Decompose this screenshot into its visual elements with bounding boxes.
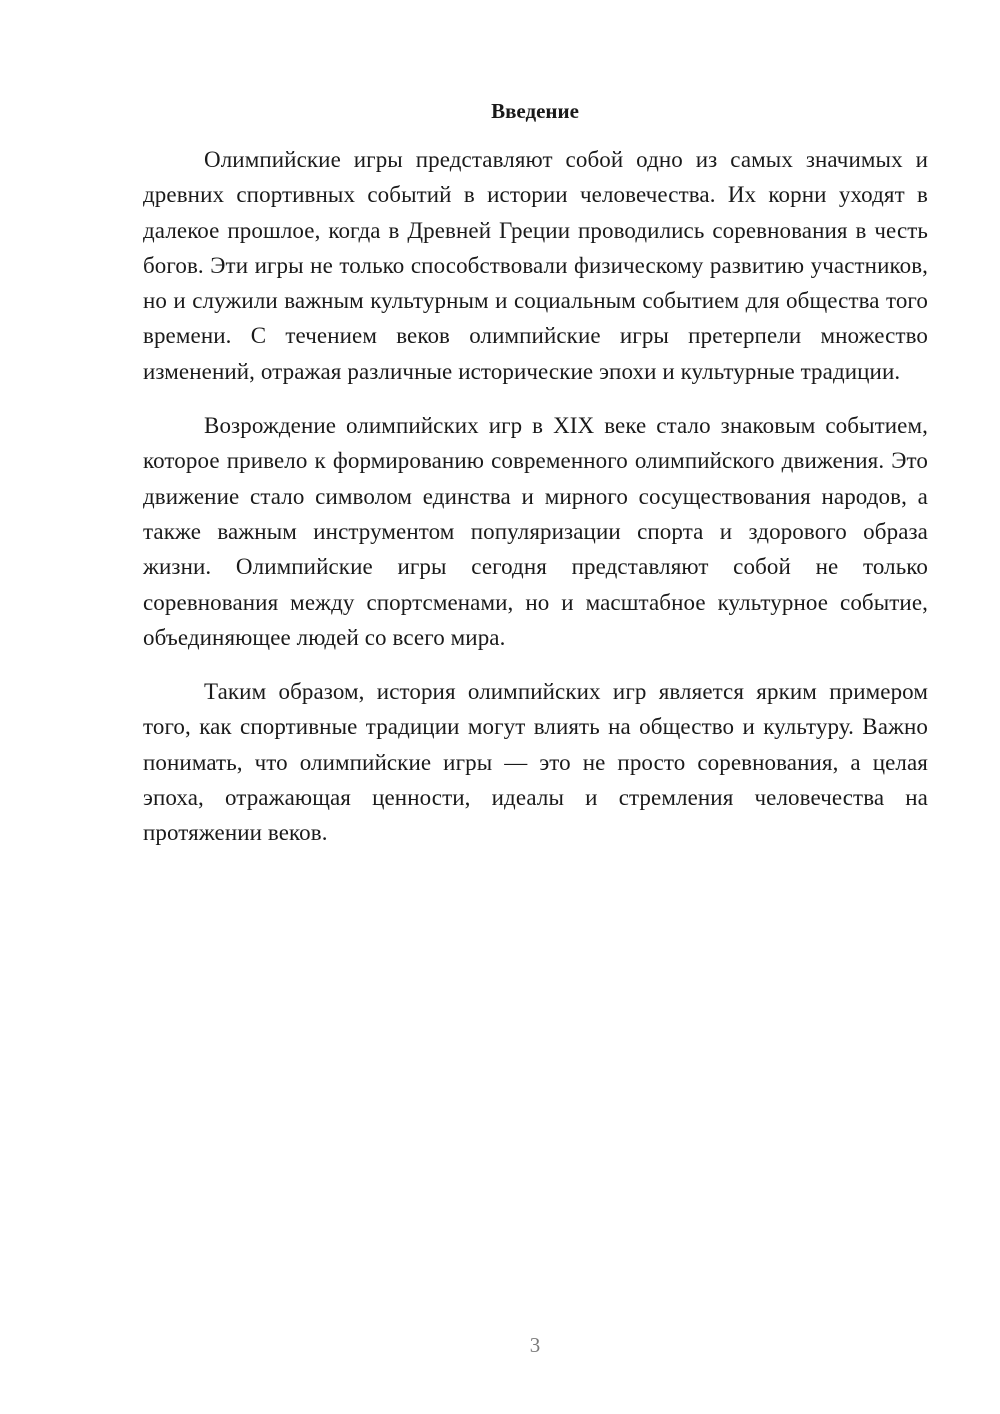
section-heading: Введение <box>491 99 579 123</box>
page-number: 3 <box>529 1333 541 1357</box>
paragraph-2: Возрождение олимпийских игр в XIX веке стало знаковым событием, которое привело к формированию современного олимпийского движения. Это движение стало символом единства и мирного сосуществования народов, а также важным инструментом популяризации спорта и здорового образа жизни. Олимпийские игры сегодня представляют собой не только соревнования между спортсменами, но и масштабное культурное событие, объединяющее людей со всего мира. <box>143 413 928 650</box>
paragraph-3: Таким образом, история олимпийских игр является ярким примером того, как спортивные традиции могут влиять на общество и культуру. Важно понимать, что олимпийские игры — это не просто соревнования, а целая эпоха, отражающая ценности, идеалы и стремления человечества на протяжении веков. <box>143 679 928 846</box>
body-text <box>143 142 928 870</box>
paragraph-1: Олимпийские игры представляют собой одно из самых значимых и древних спортивных событий в истории человечества. Их корни уходят в далекое прошлое, когда в Древней Греции проводились соревнования в честь богов. Эти игры не только способствовали физическому развитию участников, но и служили важным культурным и социальным событием для общества того времени. С течением веков олимпийские игры претерпели множество изменений, отражая различные исторические эпохи и культурные традиции. <box>143 147 928 384</box>
